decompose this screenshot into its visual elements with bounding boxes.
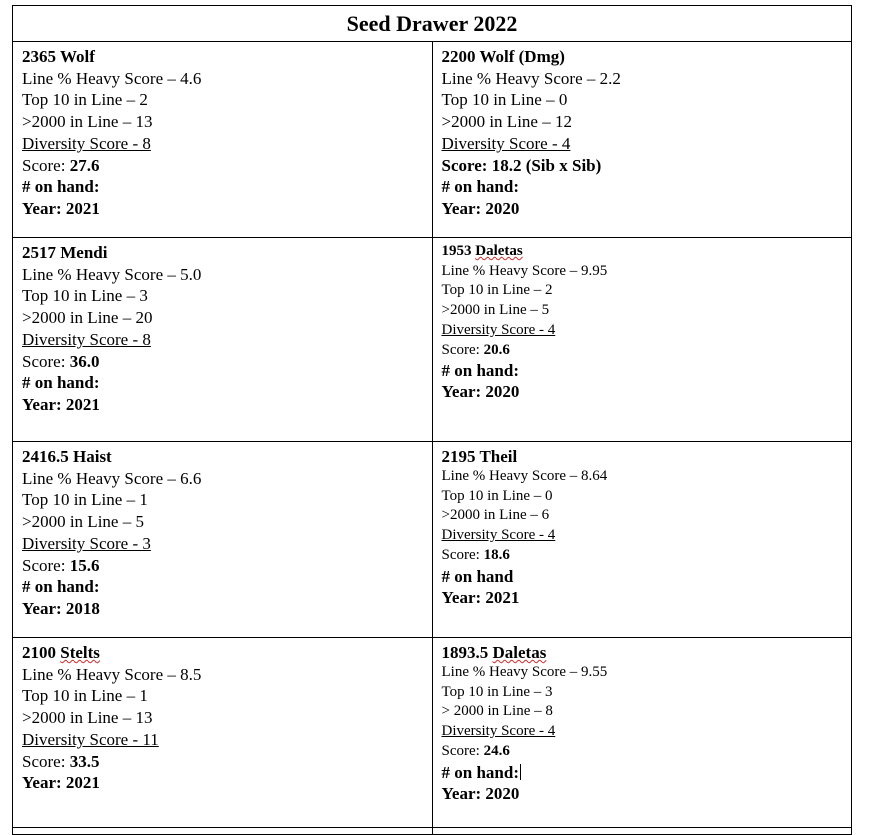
score-line — [442, 742, 843, 762]
on-hand — [442, 762, 843, 783]
score-label: Score: — [22, 351, 70, 371]
top-10-in-line: Top 10 in Line – 3 — [441, 683, 553, 700]
diversity-score: Diversity Score - 11 — [22, 729, 159, 749]
seed-entry-2100-stelts — [13, 638, 433, 828]
entry-name: 2517 Mendi — [22, 243, 108, 262]
entry-word-spellcheck: Daletas — [475, 243, 523, 259]
line-heavy-score: Line % Heavy Score – 4.6 — [22, 68, 202, 88]
line-heavy-score: Line % Heavy Score – 2.2 — [441, 68, 621, 88]
score-label: Score: — [441, 742, 484, 759]
top-10-in-line: Top 10 in Line – 0 — [441, 90, 568, 110]
score-value: 18.6 — [483, 546, 510, 563]
score-value: 20.6 — [483, 341, 510, 358]
seed-entry-2200-wolf — [432, 42, 852, 238]
on-hand: # on hand: — [22, 373, 100, 393]
year: Year: 2018 — [22, 598, 100, 618]
score-line — [22, 155, 423, 177]
year: Year: 2021 — [441, 587, 520, 607]
line-heavy-score: Line % Heavy Score – 6.6 — [22, 468, 202, 488]
score-value: 36.0 — [69, 351, 100, 371]
score-value: 24.6 — [483, 742, 510, 759]
over-2000-in-line: >2000 in Line – 13 — [22, 112, 153, 132]
line-heavy-score: Line % Heavy Score – 9.55 — [441, 664, 608, 680]
diversity-score: Diversity Score - 8 — [22, 329, 151, 349]
diversity-score: Diversity Score - 4 — [441, 321, 556, 338]
diversity-score: Diversity Score - 4 — [441, 133, 571, 153]
diversity-score: Diversity Score - 8 — [22, 133, 151, 153]
seed-entry-1953-daletas — [432, 238, 852, 442]
diversity-score: Diversity Score - 3 — [22, 533, 151, 553]
year: Year: 2021 — [22, 773, 100, 793]
entry-name: 2195 Theil — [441, 447, 518, 466]
score-line — [22, 555, 423, 577]
seed-entry-2517-mendi — [13, 238, 433, 442]
score-label: Score: — [22, 555, 70, 575]
top-10-in-line: Top 10 in Line – 2 — [441, 282, 553, 299]
score-value: 27.6 — [69, 155, 100, 175]
line-heavy-score: Line % Heavy Score – 9.95 — [441, 262, 608, 279]
line-heavy-score: Line % Heavy Score – 5.0 — [22, 264, 202, 284]
over-2000-in-line: >2000 in Line – 13 — [22, 708, 153, 728]
top-10-in-line: Top 10 in Line – 1 — [22, 686, 148, 706]
seed-entry-2416-haist — [13, 442, 433, 638]
top-10-in-line: Top 10 in Line – 0 — [441, 487, 553, 504]
on-hand: # on hand: — [441, 361, 519, 381]
score-line — [442, 546, 843, 566]
over-2000-in-line: >2000 in Line – 12 — [441, 112, 572, 132]
score-label: Score: — [441, 546, 484, 563]
on-hand: # on hand: — [22, 577, 100, 597]
diversity-score: Diversity Score - 4 — [441, 723, 556, 740]
score-label: Score: — [441, 341, 484, 358]
score-line — [442, 341, 843, 361]
entry-word-spellcheck: Daletas — [492, 643, 547, 662]
top-10-in-line: Top 10 in Line – 1 — [22, 490, 148, 510]
score-label: Score: — [22, 155, 70, 175]
on-hand-label: # on hand: — [441, 762, 519, 782]
on-hand: # on hand — [441, 566, 514, 586]
score-value: 15.6 — [69, 555, 100, 575]
over-2000-in-line: > 2000 in Line – 8 — [441, 703, 553, 720]
on-hand: # on hand: — [22, 177, 100, 197]
seed-entry-2365-wolf — [13, 42, 433, 238]
over-2000-in-line: >2000 in Line – 20 — [22, 308, 153, 328]
over-2000-in-line: >2000 in Line – 6 — [441, 507, 550, 524]
entry-name: 2200 Wolf (Dmg) — [441, 47, 565, 66]
on-hand: # on hand: — [441, 177, 519, 197]
score-line — [22, 351, 423, 373]
seed-entry-2195-theil — [432, 442, 852, 638]
empty-cell-right — [432, 828, 852, 835]
entry-name — [22, 642, 423, 664]
top-10-in-line: Top 10 in Line – 3 — [22, 286, 148, 306]
seed-entry-1893-5-daletas — [432, 638, 852, 828]
entry-name — [442, 642, 843, 663]
entry-name — [442, 242, 843, 262]
entry-number: 1893.5 — [441, 643, 493, 662]
year: Year: 2021 — [22, 394, 100, 414]
top-10-in-line: Top 10 in Line – 2 — [22, 90, 148, 110]
text-cursor — [520, 764, 521, 780]
line-heavy-score: Line % Heavy Score – 8.64 — [441, 468, 608, 484]
year: Year: 2020 — [441, 783, 520, 803]
over-2000-in-line: >2000 in Line – 5 — [22, 512, 144, 532]
diversity-score: Diversity Score - 4 — [441, 527, 556, 544]
score-line — [22, 751, 423, 773]
year: Year: 2020 — [441, 198, 520, 218]
entry-number: 1953 — [441, 243, 476, 259]
year: Year: 2021 — [22, 198, 100, 218]
entry-number: 2100 — [22, 643, 61, 662]
entry-name: 2416.5 Haist — [22, 447, 112, 466]
table-title: Seed Drawer 2022 — [13, 6, 852, 42]
entry-word-spellcheck: Stelts — [60, 643, 100, 662]
score-line: Score: 18.2 (Sib x Sib) — [441, 155, 602, 175]
seed-drawer-table — [12, 5, 852, 835]
year: Year: 2020 — [441, 382, 520, 402]
score-value: 33.5 — [69, 751, 100, 771]
empty-cell-left — [13, 828, 433, 835]
over-2000-in-line: >2000 in Line – 5 — [441, 302, 550, 319]
score-label: Score: — [22, 751, 70, 771]
entry-name: 2365 Wolf — [22, 47, 95, 66]
line-heavy-score: Line % Heavy Score – 8.5 — [22, 664, 202, 684]
